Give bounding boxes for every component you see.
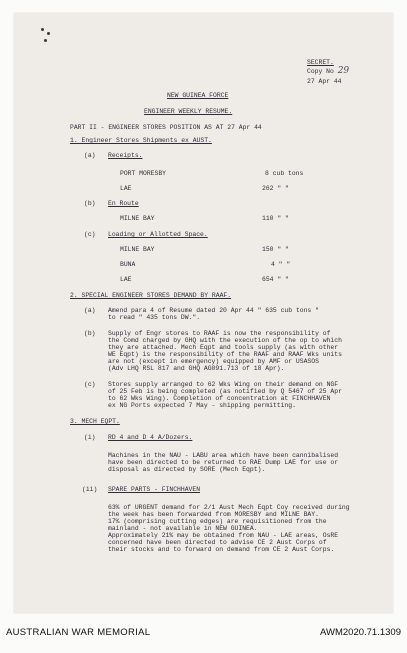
para-line: they are attached. Mech Eqpt and tools supply (as with other — [108, 344, 339, 351]
para-line: their stocks and to forward on demand from CE 2 Aust Corps. — [108, 546, 335, 553]
loading-title: Loading or Allotted Space. — [108, 231, 208, 238]
section-3-heading: 3. MECH EQPT. — [70, 418, 120, 425]
en-route-place: MILNE BAY — [120, 215, 155, 222]
para-line: Approximately 21% may be obtained from NAU - LAE areas, OsRE — [108, 532, 339, 539]
accession-number: AWM2020.71.1309 — [320, 627, 401, 638]
punch-hole — [47, 32, 50, 35]
receipt-value: 8 cub tons — [265, 170, 304, 177]
item-i-label: (i) — [84, 434, 96, 441]
loading-place: MILNE BAY — [120, 246, 155, 253]
receipt-place: PORT MORESBY — [120, 170, 167, 177]
title-line-2: ENGINEER WEEKLY RESUME. — [144, 108, 233, 115]
item-c-label: (c) — [84, 231, 96, 238]
para-line: are not (except in emergency) equipped by AMF or USASOS — [108, 358, 319, 365]
loading-value: 150 " " — [262, 246, 289, 253]
title-line-1: NEW GUINEA FORCE — [167, 92, 229, 99]
para-line: Supply of Engr stores to RAAF is now the responsibility of — [108, 330, 331, 337]
dozers-title: RD 4 and D 4 A/Dozers. — [108, 434, 193, 441]
receipt-value: 262 " " — [262, 185, 289, 192]
para-line: disposal as directed by SORE (Mech Eqpt). — [108, 466, 266, 473]
para-line: to 62 Wks Wing). Completion of concentration at FINCHHAVEN — [108, 395, 331, 402]
document-page — [14, 13, 393, 613]
para-line: Machines in the NAU - LABU area which have been cannibalised — [108, 452, 339, 459]
copy-number: 29 — [337, 66, 350, 76]
para-line: the week has been forwarded from MORESBY and MILNE BAY. — [108, 511, 319, 518]
para-line: mainland - not available in NEW GUINEA. — [108, 525, 258, 532]
para-line: ex NG Ports expected 7 May - shipping permitting. — [108, 402, 296, 409]
item-a-label: (a) — [84, 152, 96, 159]
para-line: to read " 435 tons DW.". — [108, 314, 201, 321]
copy-label — [307, 68, 349, 75]
item-a-label: (a) — [84, 307, 96, 314]
copy-text: Copy No — [307, 68, 334, 75]
section-2-heading: 2. SPECIAL ENGINEER STORES DEMAND BY RAAF. — [70, 292, 232, 299]
para-line: (Adv LHQ RSL 817 and GHQ AG091.713 of 18 Apr). — [108, 365, 285, 372]
source-caption: AUSTRALIAN WAR MEMORIAL — [6, 627, 151, 638]
en-route-title: En Route — [108, 200, 139, 207]
header-date: 27 Apr 44 — [307, 78, 342, 85]
para-line: of 25 Feb is being completed (as notified by Q 5467 of 25 Apr — [108, 388, 342, 395]
punch-hole — [41, 28, 44, 31]
loading-value: 4 " " — [271, 261, 291, 268]
section-1-heading: 1. Engineer Stores Shipments ex AUST. — [70, 137, 212, 144]
para-line: Stores supply arranged to 62 Wks Wing on their demand on NGF — [108, 381, 339, 388]
para-line: WE Eqpt) is the responsibility of the RAAF and RAAF Wks units — [108, 351, 342, 358]
item-b-label: (b) — [84, 200, 96, 207]
punch-hole — [44, 39, 47, 42]
spare-parts-title: SPARE PARTS - FINCHHAVEN — [108, 486, 201, 493]
para-line: 17% (comprising cutting edges) are requisitioned from the — [108, 518, 327, 525]
loading-place: LAE — [120, 276, 132, 283]
para-line: have been directed to be returned to RAE Dump LAE for use or — [108, 459, 339, 466]
receipt-place: LAE — [120, 185, 132, 192]
para-line: 63% of URGENT demand for 2/1 Aust Mech Eqpt Coy received during — [108, 504, 350, 511]
receipts-title: Receipts. — [108, 152, 143, 159]
loading-value: 654 " " — [262, 276, 289, 283]
para-line: concerned have been directed to advise CE 2 Aust Corps of — [108, 539, 327, 546]
classification: SECRET. — [307, 59, 334, 66]
para-line: the Comd charged by GHQ with the execution of the op to which — [108, 337, 342, 344]
item-c-label: (c) — [84, 381, 96, 388]
en-route-value: 110 " " — [262, 215, 289, 222]
para-line: Amend para 4 of Resume dated 20 Apr 44 " 635 cub tons " — [108, 307, 319, 314]
item-ii-label: (ii) — [82, 486, 98, 493]
loading-place: BUNA — [120, 261, 136, 268]
part-heading: PART II - ENGINEER STORES POSITION AS AT 27 Apr 44 — [70, 124, 262, 131]
item-b-label: (b) — [84, 330, 96, 337]
